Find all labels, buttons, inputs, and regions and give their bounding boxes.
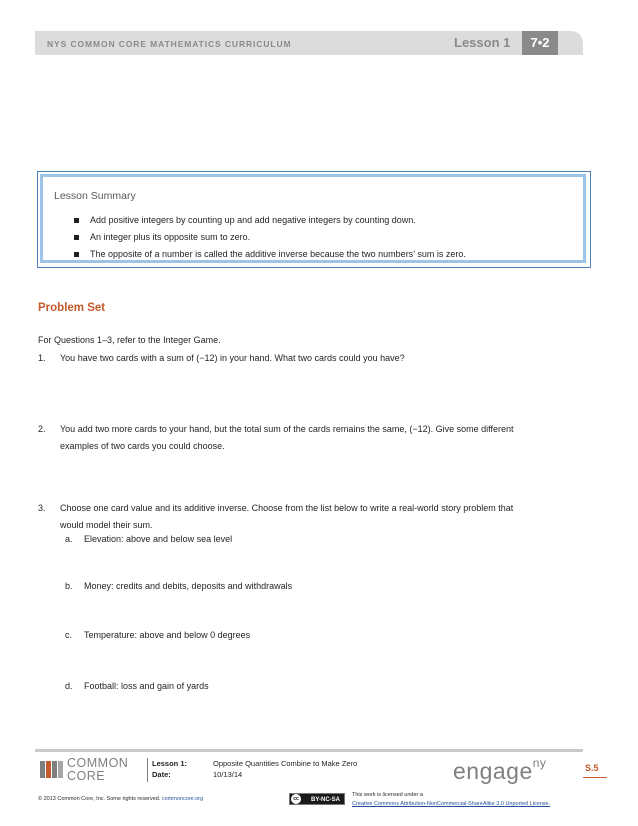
common-core-logo-text: COMMON CORE (67, 756, 129, 783)
page-number: S.5 (585, 763, 599, 773)
summary-title: Lesson Summary (54, 190, 136, 202)
common-core-logo-icon (40, 761, 64, 778)
copyright-notice: © 2013 Common Core, Inc. Some rights reserved. commoncore.org (38, 796, 204, 802)
q2-text-line2: examples of two cards you could choose. (60, 441, 225, 451)
q3-text-line2: would model their sum. (60, 520, 153, 530)
footer-lesson-label: Lesson 1: (152, 759, 188, 768)
q3a-text: Elevation: above and below sea level (84, 534, 233, 544)
footer-date: 10/13/14 (213, 770, 243, 779)
footer-divider (147, 758, 148, 782)
footer-lesson-title: Opposite Quantities Combine to Make Zero (213, 759, 358, 768)
q3c-text: Temperature: above and below 0 degrees (84, 630, 251, 640)
copyright-site-link[interactable]: commoncore.org (161, 796, 204, 802)
summary-item: An integer plus its opposite sum to zero. (74, 229, 466, 246)
bullet-icon (74, 235, 79, 240)
cc-icon: cc (291, 794, 301, 804)
page-number-underline (583, 777, 607, 778)
problem-set-title: Problem Set (38, 302, 106, 314)
curriculum-title: NYS COMMON CORE MATHEMATICS CURRICULUM (47, 39, 292, 49)
license-link[interactable]: Creative Commons Attribution-NonCommercial-ShareAlike 3.0 Unported License. (352, 801, 551, 807)
problem-set-intro: For Questions 1–3, refer to the Integer Game. (38, 335, 221, 345)
grade-module-badge: 7•2 (522, 31, 558, 55)
q3b-text: Money: credits and debits, deposits and withdrawals (84, 581, 293, 591)
q2-number: 2. (38, 424, 46, 434)
footer-rule (35, 749, 583, 752)
q3d-letter: d. (65, 681, 73, 691)
summary-item: Add positive integers by counting up and add negative integers by counting down. (74, 212, 466, 229)
bullet-icon (74, 218, 79, 223)
q2-text-line1: You add two more cards to your hand, but the total sum of the cards remains the same, (−12). Give some different (60, 424, 514, 434)
summary-list (74, 212, 466, 263)
q3c-letter: c. (65, 630, 73, 640)
q1-number: 1. (38, 353, 46, 363)
cc-license-badge: BY-NC-SA (289, 793, 345, 805)
license-notice: This work is licensed under a Creative Commons Attribution-NonCommercial-ShareAlike 3.0 Unported License. (352, 792, 551, 807)
q3b-letter: b. (65, 581, 73, 591)
bullet-icon (74, 252, 79, 257)
q1-text: You have two cards with a sum of (−12) in your hand. What two cards could you have? (60, 353, 405, 363)
summary-item: The opposite of a number is called the additive inverse because the two numbers’ sum is zero. (74, 246, 466, 263)
lesson-label: Lesson 1 (454, 35, 511, 50)
q3-number: 3. (38, 503, 46, 513)
q3-text-line1: Choose one card value and its additive inverse. Choose from the list below to write a real-world story problem that (60, 503, 514, 513)
q3d-text: Football: loss and gain of yards (84, 681, 209, 691)
q3a-letter: a. (65, 534, 73, 544)
footer-date-label: Date: (152, 770, 171, 779)
engageny-logo: engage$^{ny}$ (453, 756, 547, 784)
